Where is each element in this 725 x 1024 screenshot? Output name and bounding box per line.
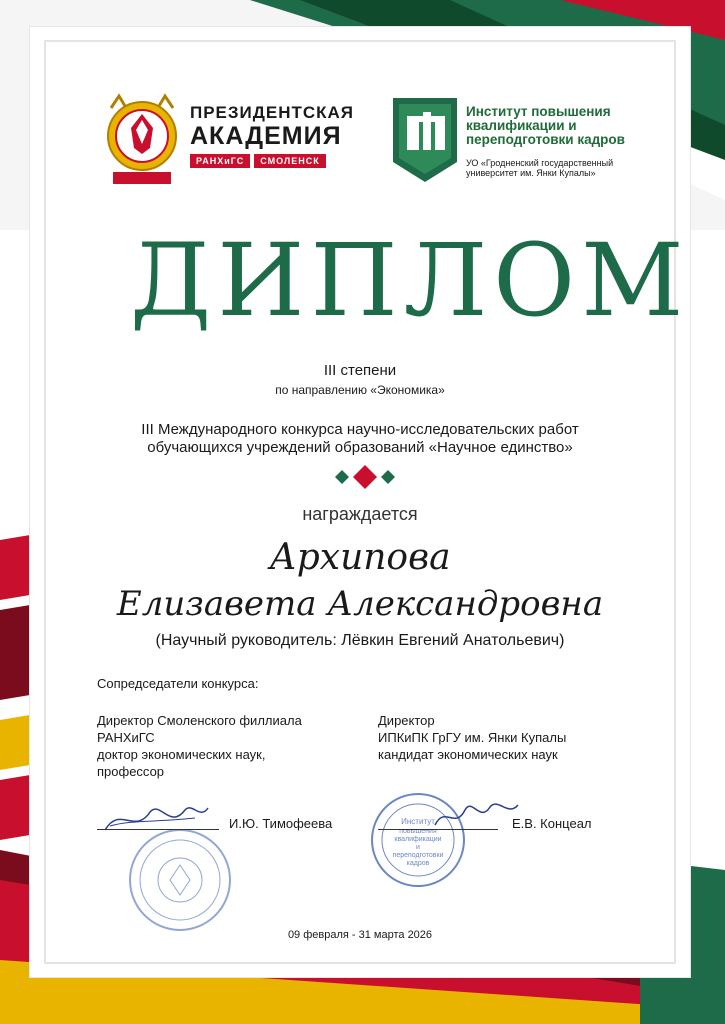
degree-text: III степени xyxy=(323,362,397,379)
stamp-text-line6: кадров xyxy=(406,860,430,867)
right-signatory-line1: Директор xyxy=(378,713,435,728)
diamond-divider-icon xyxy=(325,465,405,489)
left-signatory-line4: профессор xyxy=(97,764,165,779)
academy-name-line1: ПРЕЗИДЕНТСКАЯ xyxy=(190,103,355,122)
institute-logo-icon xyxy=(393,98,457,182)
left-signatory-title xyxy=(97,712,357,780)
left-signatory-line1: Директор Смоленского филлиала xyxy=(97,713,302,728)
stamp-text-line5: переподготовки xyxy=(392,852,444,859)
recipient-given-names: Елизавета Александровна xyxy=(116,584,604,624)
academy-tag-city: СМОЛЕНСК xyxy=(254,154,325,168)
academy-tags xyxy=(190,154,326,168)
contest-dates: 09 февраля - 31 марта 2026 xyxy=(287,929,433,941)
direction-text: по направлению «Экономика» xyxy=(275,383,445,397)
academy-name-line2: АКАДЕМИЯ xyxy=(190,122,342,150)
right-signature-line xyxy=(378,829,498,830)
left-signatory-line2: РАНХиГС xyxy=(97,730,155,745)
right-signatory-line2: ИПКиПК ГрГУ им. Янки Купалы xyxy=(378,730,567,745)
stamp-text-line4: и xyxy=(416,844,420,851)
contest-name xyxy=(60,421,660,457)
institute-title: Институт повышения квалификации и переподготовки кадров xyxy=(466,104,625,147)
stamp-text-line2: повышения xyxy=(399,828,437,835)
right-signatory-line3: кандидат экономических наук xyxy=(378,747,558,762)
stamp-text-line3: квалификации xyxy=(394,836,442,843)
academy-emblem-icon xyxy=(103,88,181,192)
recipient-surname: Архипова xyxy=(269,537,451,578)
contest-name-line2: обучающихся учреждений образований «Научное единство» xyxy=(147,439,573,456)
left-stamp-icon xyxy=(125,825,235,935)
right-signatory-name: Е.В. Концеал xyxy=(512,816,592,831)
institute-subtitle: УО «Гродненский государственный университет им. Янки Купалы» xyxy=(466,158,614,178)
awarded-text: награждается xyxy=(302,504,418,524)
supervisor-text: (Научный руководитель: Лёвкин Евгений Анатольевич) xyxy=(155,632,565,649)
stamp-text-line1: Институт xyxy=(401,817,435,826)
left-signature-icon xyxy=(100,800,210,840)
left-signature-line xyxy=(97,829,219,830)
cochairs-label: Сопредседатели конкурса: xyxy=(97,676,259,691)
academy-tag-ranepa: РАНХиГС xyxy=(190,154,250,168)
diploma-title: ДИПЛОМ xyxy=(130,222,690,339)
left-signatory-line3: доктор экономических наук, xyxy=(97,747,266,762)
contest-name-line1: III Международного конкурса научно-исследовательских работ xyxy=(141,421,579,438)
left-signatory-name: И.Ю. Тимофеева xyxy=(229,816,333,831)
right-signatory-title xyxy=(378,712,638,763)
